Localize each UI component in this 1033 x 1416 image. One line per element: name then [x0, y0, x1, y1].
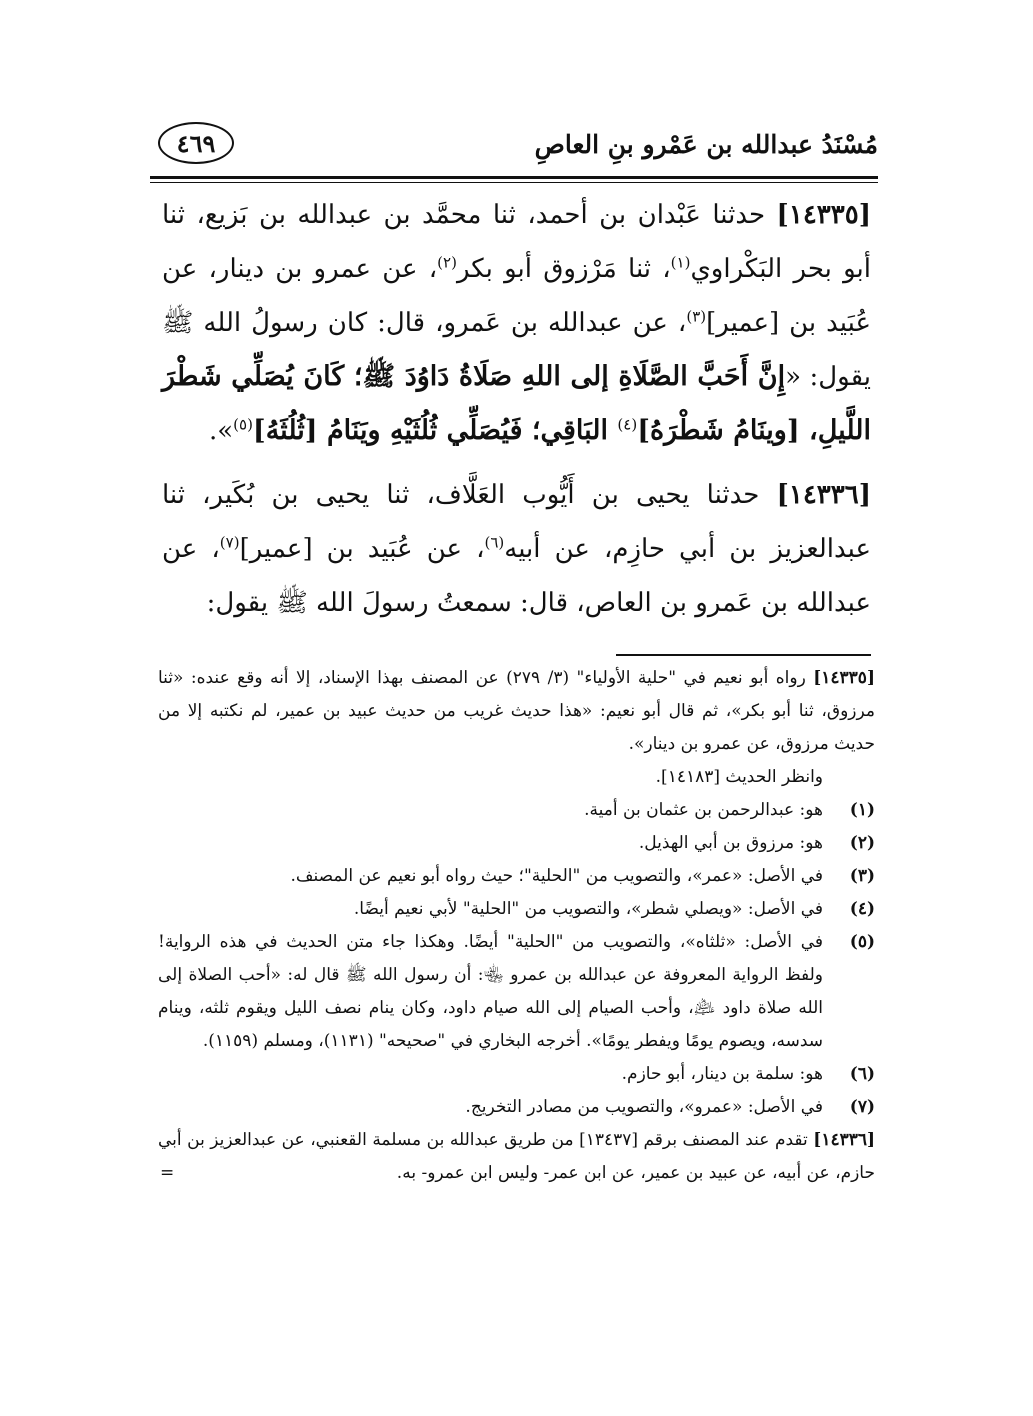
footnote-5 — [158, 926, 875, 1058]
footnote-separator — [616, 654, 871, 656]
isnad-text: ، ثنا مَرْزوق أبو بكر — [456, 254, 671, 284]
footnote-ref: [١٤٣٣٥] — [813, 668, 875, 688]
footnote-marker: (٤) — [617, 415, 638, 434]
footnote-marker: (٣) — [686, 307, 707, 326]
hadith-14336 — [162, 468, 871, 630]
isnad-text: ، عن عبدالله بن عَمرو بن العاص، قال: سمعتُ رسولَ الله ﷺ يقول: — [162, 534, 871, 618]
footnotes-section — [158, 662, 875, 1190]
footnote-text: هو: عبدالرحمن بن عثمان بن أمية. — [584, 800, 823, 820]
hadith-14335 — [162, 188, 871, 458]
footnote-number: (٤) — [849, 899, 875, 919]
matn-text: إِنَّ أَحَبَّ الصَّلَاةِ إلى اللهِ صَلَاةُ دَاوُدَ ﷺ؛ كَانَ يُصَلِّي شَطْرَ اللَّيلِ، [وينَامُ شَطْرَهُ] — [162, 361, 871, 446]
footnote-marker: (٧) — [219, 533, 240, 552]
footnote-7 — [158, 1091, 875, 1124]
page-header — [150, 118, 878, 178]
header-rule-thin — [150, 182, 878, 183]
running-title: مُسْنَدُ عبدالله بن عَمْرو بنِ العاصِ — [534, 130, 878, 159]
header-rule-thick — [150, 176, 878, 179]
footnote-text: تقدم عند المصنف برقم [١٣٤٣٧] من طريق عبدالله بن مسلمة القعنبي، عن عبدالعزيز بن أبي حازم، عن أبيه، عن عبيد بن عمير، عن ابن عمر- وليس ابن عمرو- به. — [158, 1130, 875, 1183]
footnote-text: هو: مرزوق بن أبي الهذيل. — [638, 833, 823, 853]
isnad-text: حدثنا عَبْدان بن أحمد، ثنا محمَّد بن عبدالله بن بَزيع، ثنا أبو بحر البَكْراوي — [162, 200, 871, 284]
footnote-6 — [158, 1058, 875, 1091]
matn-end: ». — [208, 416, 234, 446]
footnote-14336 — [158, 1124, 875, 1190]
footnote-marker: (٦) — [484, 533, 505, 552]
continuation-mark: = — [160, 1163, 175, 1183]
footnote-marker: (١) — [670, 253, 691, 272]
footnote-2 — [158, 827, 875, 860]
footnote-ref: [١٤٣٣٦] — [813, 1130, 876, 1150]
footnote-number: (١) — [849, 800, 875, 820]
footnote-3 — [158, 860, 875, 893]
matn-text: البَاقِي؛ فَيُصَلِّي ثُلُثَيْهِ ويَنَامُ [ثُلُثَهُ] — [252, 415, 618, 446]
footnote-number: (٣) — [849, 866, 875, 886]
footnote-text: في الأصل: «عمر»، والتصويب من "الحلية"؛ حيث رواه أبو نعيم عن المصنف. — [290, 866, 823, 886]
isnad-text: ، عن عبدالله بن عَمرو، قال: كان رسولُ الله ﷺ يقول: « — [162, 308, 871, 392]
footnote-1 — [158, 794, 875, 827]
footnote-4 — [158, 893, 875, 926]
isnad-text: ، عن عمرو بن دينار، عن عُبَيد بن [عمير] — [162, 254, 871, 338]
footnote-text: في الأصل: «ثلثاه»، والتصويب من "الحلية" أيضًا. وهكذا جاء متن الحديث في هذه الرواية! ولفظ الرواية المعروفة عن عبدالله بن عمرو ﵄: أن رسول الله ﷺ قال له: «أحب الصلاة إلى الله صلاة داود ﵇، وأحب الصيام إلى الله صيام داود، وكان ينام نصف الليل ويقوم ثلثه، وينام سدسه، ويصوم يومًا ويفطر يومًا». أخرجه البخاري في "صحيحه" (١١٣١)، ومسلم (١١٥٩). — [158, 932, 823, 1051]
footnote-number: (٥) — [849, 932, 875, 952]
footnote-text: هو: سلمة بن دينار، أبو حازم. — [621, 1064, 823, 1084]
footnote-text: في الأصل: «ويصلي شطر»، والتصويب من "الحلية" لأبي نعيم أيضًا. — [353, 899, 823, 919]
footnote-see-also: وانظر الحديث [١٤١٨٣]. — [655, 767, 823, 787]
footnote-14335 — [158, 662, 875, 761]
footnote-number: (٧) — [849, 1097, 875, 1117]
page-number: ٤٦٩ — [158, 122, 234, 164]
footnote-number: (٦) — [849, 1064, 875, 1084]
footnote-text: في الأصل: «عمرو»، والتصويب من مصادر التخريج. — [465, 1097, 823, 1117]
footnote-number: (٢) — [849, 833, 875, 853]
isnad-text: ، عن عُبَيد بن [عمير] — [239, 534, 485, 564]
hadith-number: [١٤٣٣٦] — [776, 480, 872, 510]
footnote-marker: (٥) — [233, 415, 253, 434]
hadith-number: [١٤٣٣٥] — [776, 200, 871, 230]
footnote-marker: (٢) — [437, 253, 457, 272]
isnad-text: حدثنا يحيى بن أَيُّوب العَلَّاف، ثنا يحيى بن بُكَير، ثنا عبدالعزيز بن أبي حازِم، عن أبيه — [162, 480, 871, 564]
footnote-text: رواه أبو نعيم في "حلية الأولياء" (٣/ ٢٧٩) عن المصنف بهذا الإسناد، إلا أنه وقع عنده: «ثنا مرزوق، ثنا أبو بكر»، ثم قال أبو نعيم: «هذا حديث غريب من حديث عبيد بن عمير، لم نكتبه إلا من حديث مرزوق، عن عمرو بن دينار». — [158, 668, 875, 754]
